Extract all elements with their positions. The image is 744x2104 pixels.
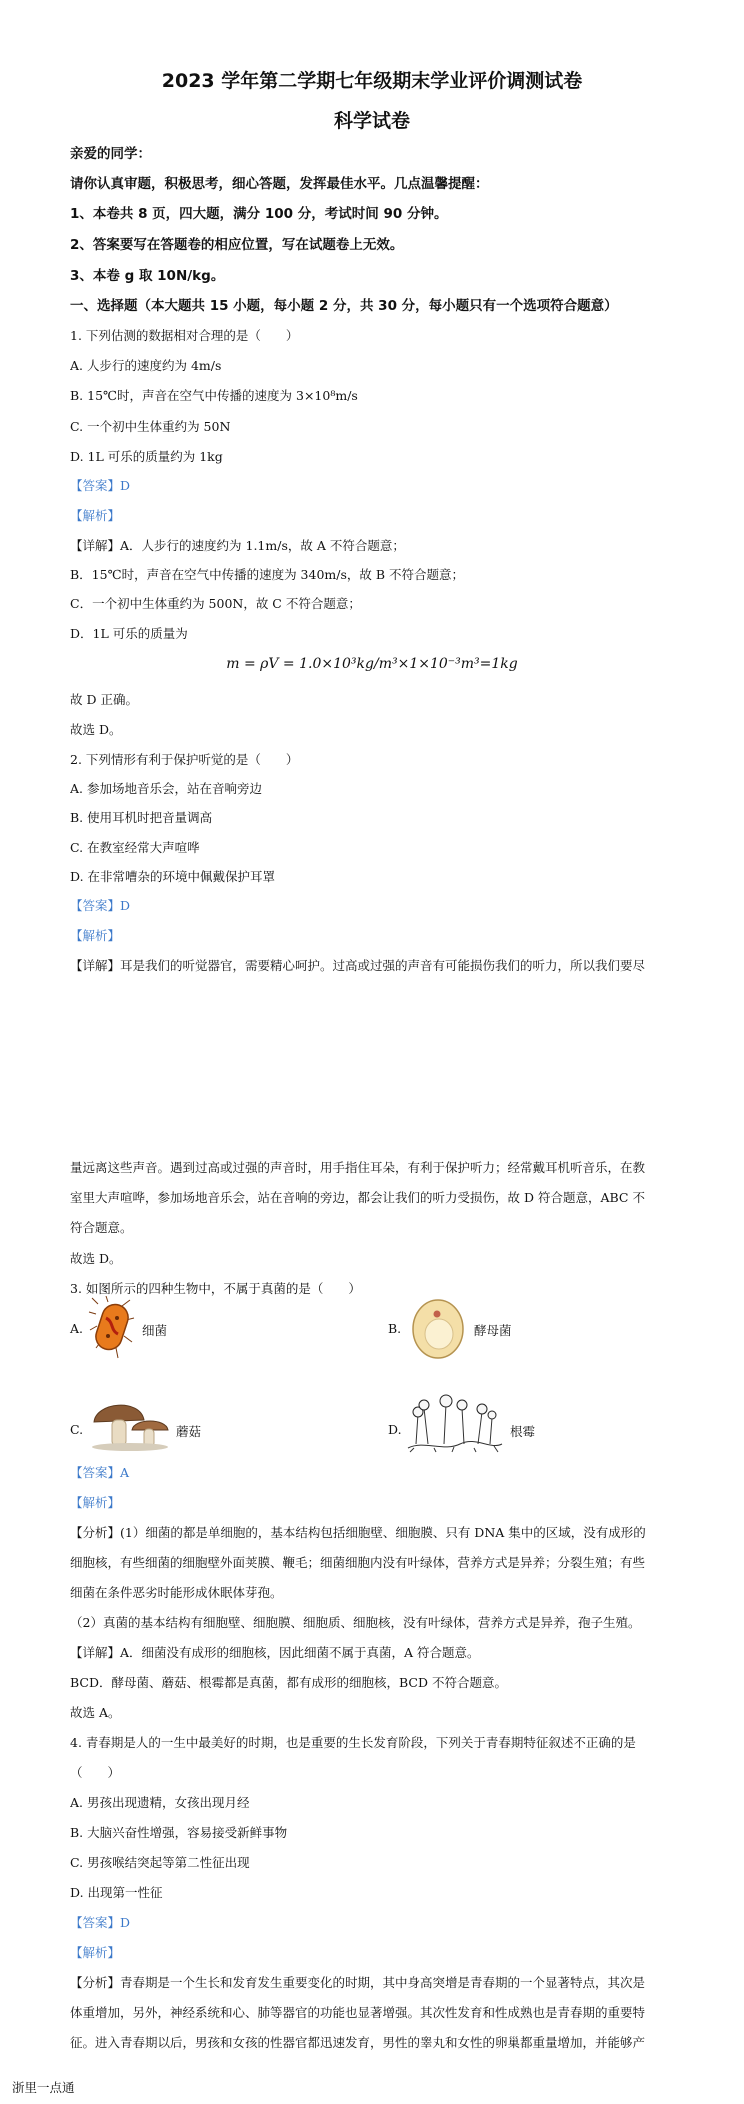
q1-detail-1: 【详解】A．人步行的速度约为 1.1m/s，故 A 不符合题意； [70, 538, 405, 553]
q2-option-b: B. 使用耳机时把音量调高 [70, 810, 213, 825]
rhizopus-figure [404, 1394, 504, 1454]
intro-line-1: 请你认真审题，积极思考，细心答题，发挥最佳水平。几点温馨提醒： [70, 176, 489, 192]
bacterium-figure [88, 1296, 138, 1360]
q2-option-d: D. 在非常嘈杂的环境中佩戴保护耳罩 [70, 869, 276, 884]
q2-stem: 2. 下列情形有利于保护听觉的是（ ） [70, 752, 299, 767]
q2-option-c: C. 在教室经常大声喧哗 [70, 840, 200, 855]
q3-detail-2: BCD．酵母菌、蘑菇、根霉都是真菌，都有成形的细胞核，BCD 不符合题意。 [70, 1675, 507, 1690]
q2-detail-1: 【详解】耳是我们的听觉器官，需要精心呵护。过高或过强的声音有可能损伤我们的听力，所以我们要尽 [70, 958, 646, 973]
q1-option-b: B. 15℃时，声音在空气中传播的速度为 3×10⁸m/s [70, 388, 358, 403]
q3-option-b-label: 酵母菌 [474, 1323, 512, 1338]
q3-option-d-label: 根霉 [510, 1424, 536, 1439]
q1-choice: 故选 D。 [70, 722, 122, 737]
q3-stem: 3. 如图所示的四种生物中，不属于真菌的是（ ） [70, 1281, 361, 1296]
q4-analysis-1: 【分析】青春期是一个生长和发育发生重要变化的时期，其中身高突增是青春期的一个显著特点，其次是 [70, 1975, 646, 1990]
q1-answer: 【答案】D [70, 478, 131, 493]
q4-option-a: A. 男孩出现遗精，女孩出现月经 [70, 1795, 250, 1810]
q1-analysis: 【解析】 [70, 508, 121, 523]
q3-option-d-letter: D. [388, 1422, 402, 1437]
q4-stem-2: （ ） [70, 1765, 121, 1780]
intro-line-2: 1、本卷共 8 页，四大题，满分 100 分，考试时间 90 分钟。 [70, 206, 448, 222]
q1-detail-3: C．一个初中生体重约为 500N，故 C 不符合题意； [70, 596, 361, 611]
q1-detail-2: B．15℃时，声音在空气中传播的速度为 340m/s，故 B 不符合题意； [70, 567, 465, 582]
q4-analysis: 【解析】 [70, 1945, 121, 1960]
q3-choice: 故选 A。 [70, 1705, 121, 1720]
q1-stem: 1. 下列估测的数据相对合理的是（ ） [70, 328, 299, 343]
q3-option-a-letter: A. [70, 1321, 84, 1336]
q4-answer: 【答案】D [70, 1915, 131, 1930]
q4-option-b: B. 大脑兴奋性增强，容易接受新鲜事物 [70, 1825, 288, 1840]
q1-detail-5: 故 D 正确。 [70, 692, 138, 707]
exam-subtitle: 科学试卷 [333, 110, 410, 132]
exam-title: 2023 学年第二学期七年级期末学业评价调测试卷 [161, 70, 583, 92]
q2-analysis: 【解析】 [70, 928, 121, 943]
q2-detail-4: 符合题意。 [70, 1220, 133, 1235]
q2-detail-2: 量远离这些声音。遇到过高或过强的声音时，用手指住耳朵，有利于保护听力；经常戴耳机听音乐，在教 [70, 1160, 646, 1175]
q3-analysis-1: 【分析】(1）细菌的都是单细胞的，基本结构包括细胞壁、细胞膜、只有 DNA 集中的区域，没有成形的 [70, 1525, 646, 1540]
yeast-figure [410, 1298, 466, 1360]
intro-line-4: 3、本卷 g 取 10N/kg。 [70, 268, 225, 284]
section-heading: 一、选择题（本大题共 15 小题，每小题 2 分，共 30 分，每小题只有一个选项符合题意） [70, 298, 618, 314]
q3-option-c-letter: C. [70, 1422, 84, 1437]
q4-option-c: C. 男孩喉结突起等第二性征出现 [70, 1855, 250, 1870]
q2-option-a: A. 参加场地音乐会，站在音响旁边 [70, 781, 262, 796]
q2-answer: 【答案】D [70, 898, 131, 913]
q4-stem-1: 4. 青春期是人的一生中最美好的时期，也是重要的生长发育阶段，下列关于青春期特征叙述不正确的是 [70, 1735, 636, 1750]
q1-detail-4: D．1L 可乐的质量为 [70, 626, 188, 641]
q3-detail-1: 【详解】A．细菌没有成形的细胞核，因此细菌不属于真菌，A 符合题意。 [70, 1645, 480, 1660]
q3-option-b-letter: B. [388, 1321, 402, 1336]
q3-analysis: 【解析】 [70, 1495, 121, 1510]
q4-analysis-3: 征。进入青春期以后，男孩和女孩的性器官都迅速发育，男性的睾丸和女性的卵巢都重量增加，并能够产 [70, 2035, 646, 2050]
mushroom-figure [88, 1396, 170, 1452]
footer-watermark: 浙里一点通 [12, 2080, 75, 2095]
greeting: 亲爱的同学： [70, 146, 151, 162]
q2-choice: 故选 D。 [70, 1251, 122, 1266]
q1-option-d: D. 1L 可乐的质量约为 1kg [70, 449, 223, 464]
q3-answer: 【答案】A [70, 1465, 130, 1480]
q3-option-c-label: 蘑菇 [176, 1424, 202, 1439]
q1-formula: m = ρV = 1.0×10³kg/m³×1×10⁻³m³=1kg [226, 656, 518, 672]
q4-analysis-2: 体重增加，另外，神经系统和心、肺等器官的功能也显著增强。其次性发育和性成熟也是青春期的重要特 [70, 2005, 646, 2020]
q4-option-d: D. 出现第一性征 [70, 1885, 163, 1900]
q3-option-a-label: 细菌 [142, 1323, 168, 1338]
q1-option-c: C. 一个初中生体重约为 50N [70, 419, 231, 434]
q3-analysis-3: 细菌在条件恶劣时能形成休眠体芽孢。 [70, 1585, 283, 1600]
intro-line-3: 2、答案要写在答题卷的相应位置，写在试题卷上无效。 [70, 237, 404, 253]
q3-analysis-4: （2）真菌的基本结构有细胞壁、细胞膜、细胞质、细胞核，没有叶绿体，营养方式是异养，孢子生殖。 [70, 1615, 641, 1630]
q3-analysis-2: 细胞核，有些细菌的细胞壁外面荚膜、鞭毛；细菌细胞内没有叶绿体，营养方式是异养；分裂生殖；有些 [70, 1555, 646, 1570]
q2-detail-3: 室里大声喧哗，参加场地音乐会，站在音响的旁边，都会让我们的听力受损伤，故 D 符合题意，ABC 不 [70, 1190, 645, 1205]
q1-option-a: A. 人步行的速度约为 4m/s [70, 358, 222, 373]
